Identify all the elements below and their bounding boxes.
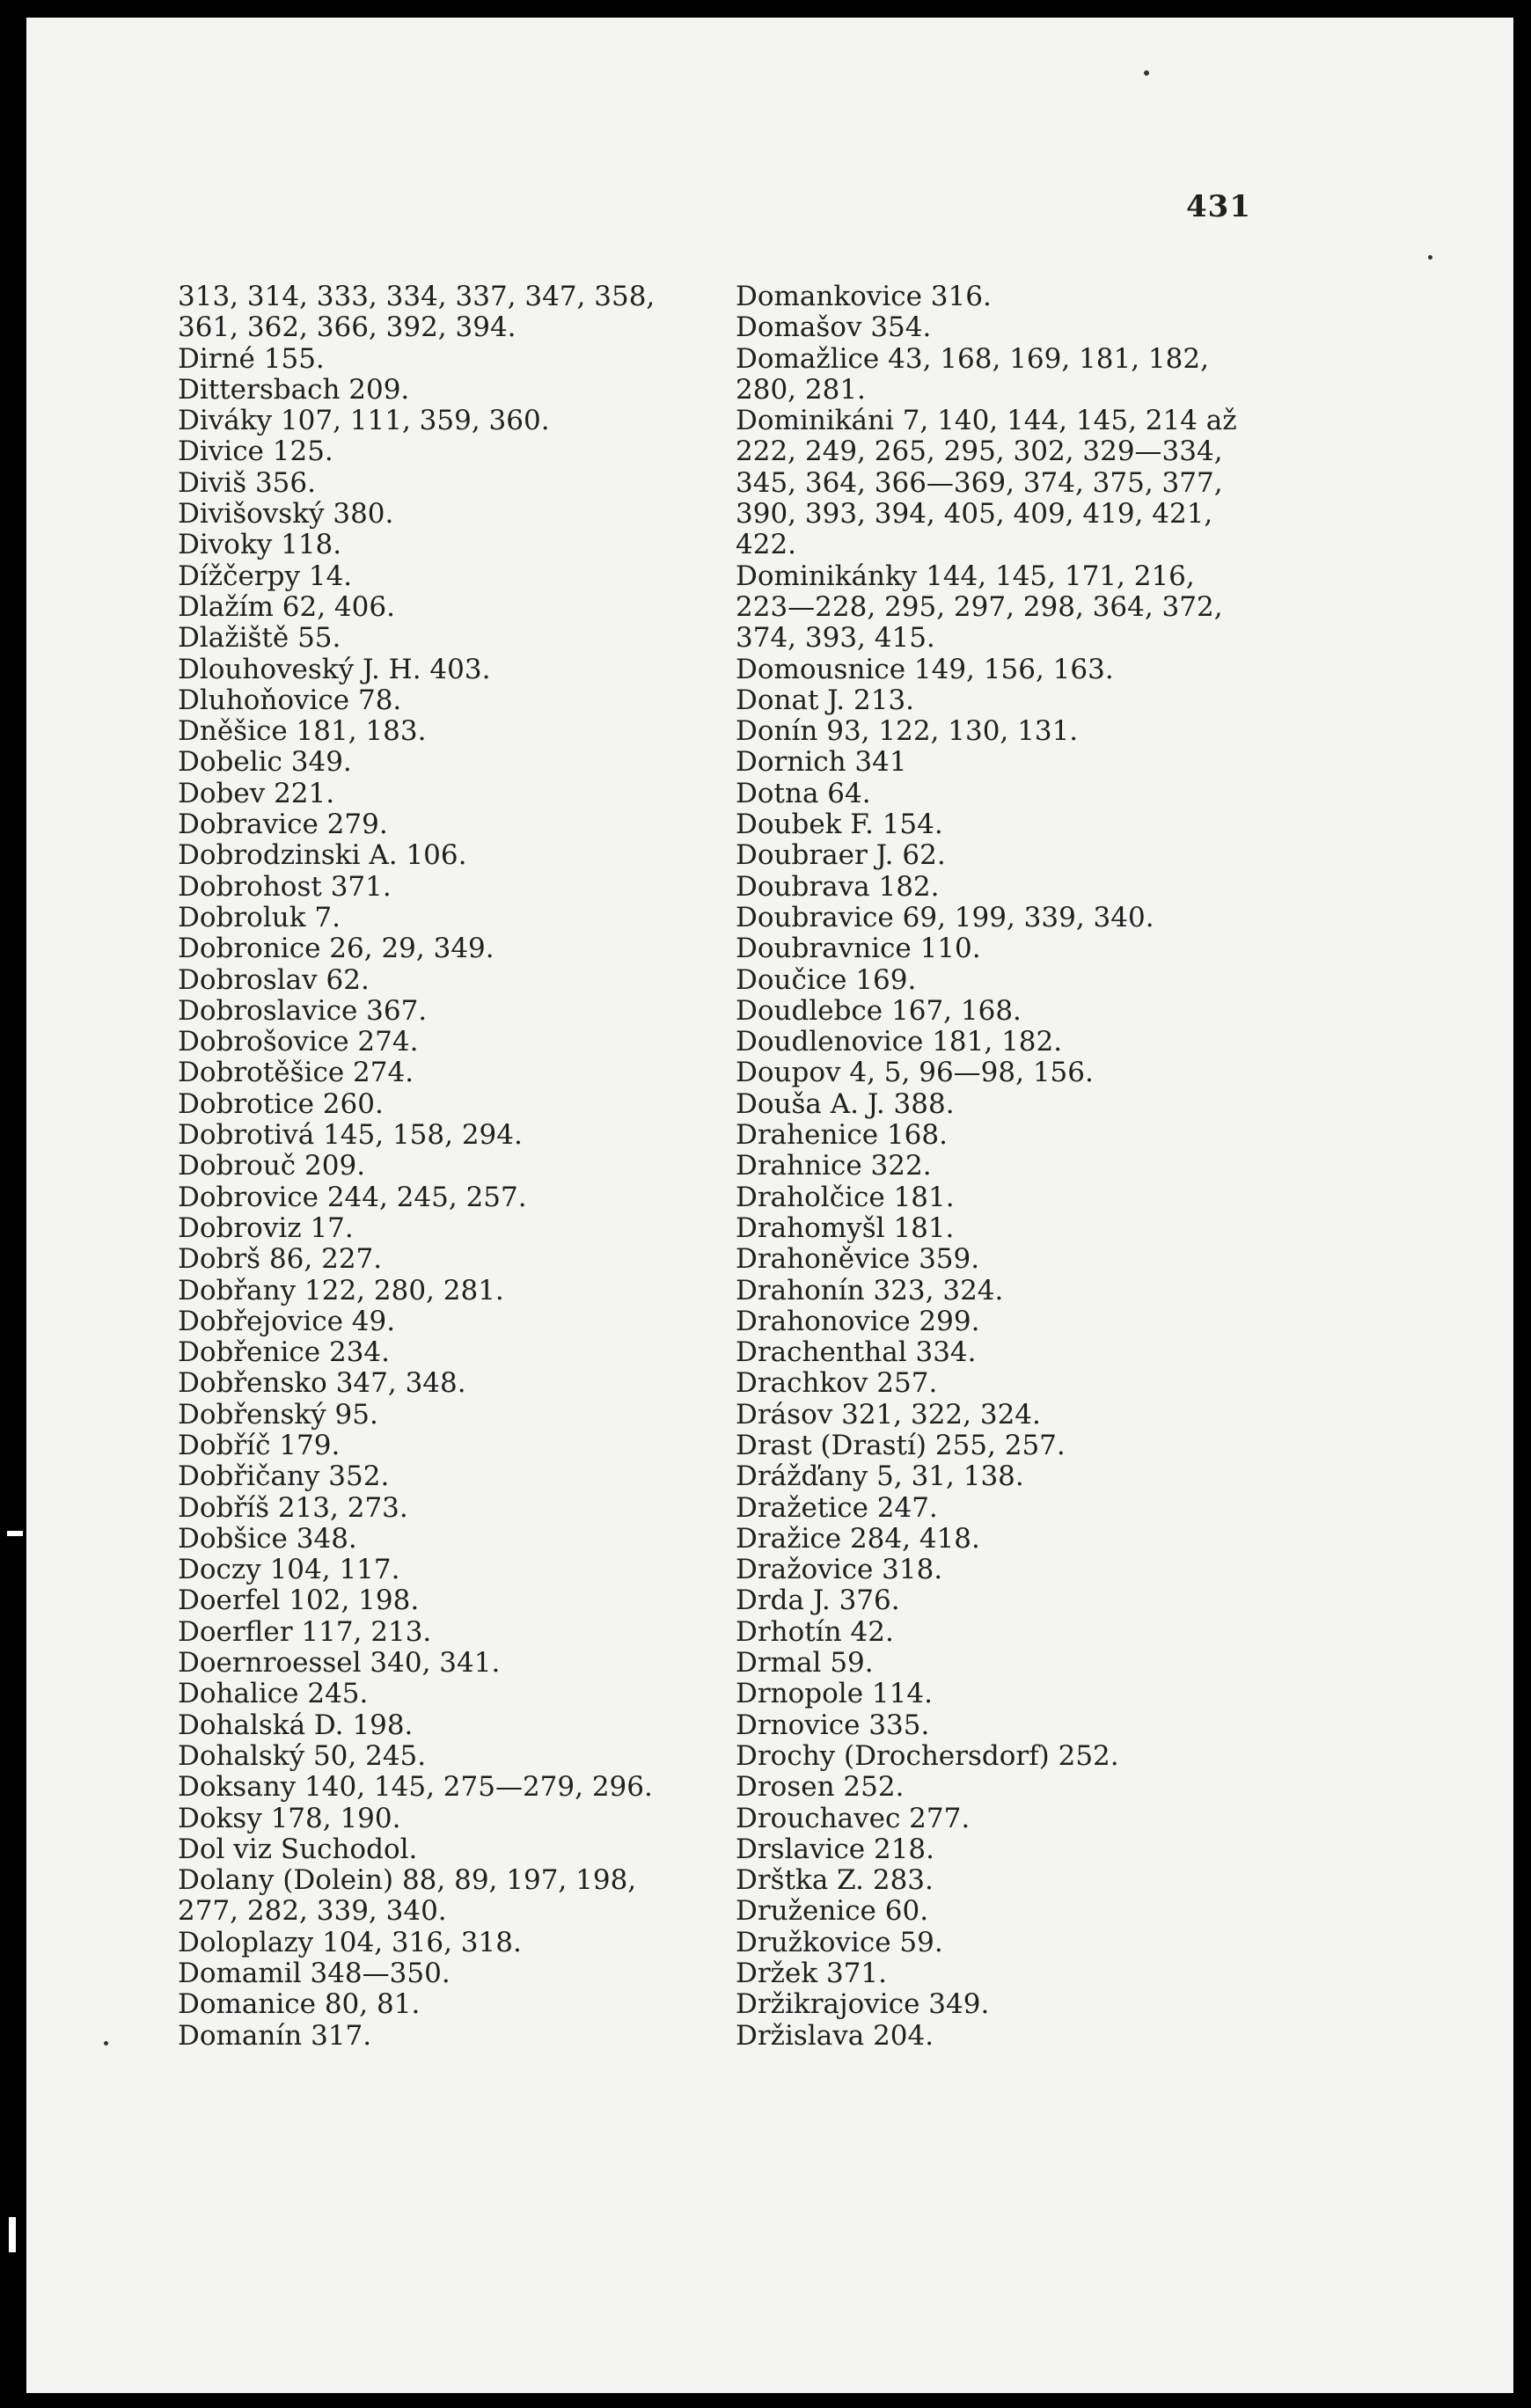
index-entry (736, 312, 1281, 343)
index-entry-line: Dornich 341 (736, 746, 907, 779)
index-entry (178, 1493, 741, 1524)
index-entry-line: Doernroessel 340, 341. (178, 1647, 501, 1680)
index-entry-line: Dobroslav 62. (178, 963, 370, 996)
index-entry-line: Drnovice 335. (736, 1709, 930, 1741)
index-entry-line: Drachkov 257. (736, 1367, 938, 1400)
index-entry-line: Držislava 204. (736, 2019, 934, 2052)
index-entry-line: Dobev 221. (178, 777, 335, 809)
index-entry-line: Doerfler 117, 213. (178, 1615, 432, 1648)
index-entry (178, 1741, 741, 1772)
index-entry-line: Dražovice 318. (736, 1554, 943, 1586)
index-entry-line: Dirné 155. (178, 342, 325, 375)
index-entry-line: Drštka Z. 283. (736, 1864, 934, 1897)
index-entry (178, 996, 741, 1027)
index-entry-line: 313, 314, 333, 334, 337, 347, 358, (178, 281, 656, 312)
index-entry (178, 903, 741, 933)
index-entry-continuation: 223—228, 295, 297, 298, 364, 372, (736, 590, 1223, 623)
index-entry (736, 1276, 1281, 1306)
index-entry (736, 1865, 1281, 1896)
index-entry (178, 1027, 741, 1058)
index-entry-line: Dobroviz 17. (178, 1211, 354, 1244)
index-entry-line: Dobrotice 260. (178, 1087, 384, 1120)
index-entry-line: Drast (Drastí) 255, 257. (736, 1429, 1066, 1461)
index-entry-line: Drahoněvice 359. (736, 1243, 980, 1276)
index-entry-line: Dobrotěšice 274. (178, 1057, 414, 1089)
index-entry-line: Dobřany 122, 280, 281. (178, 1274, 504, 1306)
index-entry-line: Dobrovice 244, 245, 257. (178, 1181, 527, 1213)
page-number: 431 (1186, 189, 1251, 224)
index-entry (736, 282, 1281, 312)
index-entry-line: Dobrotivá 145, 158, 294. (178, 1119, 523, 1152)
index-entry-line: Domousnice 149, 156, 163. (736, 653, 1114, 685)
index-entry (178, 1058, 741, 1088)
index-entry-line: Divišovský 380. (178, 498, 394, 531)
index-entry (178, 1337, 741, 1368)
index-entry (178, 499, 741, 530)
index-entry-continuation: 390, 393, 394, 405, 409, 419, 421, (736, 498, 1213, 531)
index-entry (736, 1555, 1281, 1585)
index-entry (178, 375, 741, 406)
index-entry-line: Donín 93, 122, 130, 131. (736, 715, 1079, 748)
index-entry (178, 872, 741, 903)
index-entry (736, 655, 1281, 685)
index-entry-line: Dlažím 62, 406. (178, 590, 395, 623)
index-entry (178, 1182, 741, 1213)
index-entry-line: Diviš 356. (178, 466, 316, 499)
index-entry-line: Dražetice 247. (736, 1491, 938, 1524)
index-entry (736, 1244, 1281, 1275)
index-entry (736, 779, 1281, 809)
index-entry (736, 1679, 1281, 1709)
index-entry (178, 1928, 741, 1958)
scan-speck (104, 2041, 108, 2046)
index-entry-continuation: 345, 364, 366—369, 374, 375, 377, (736, 466, 1223, 499)
index-entry-line: Dobšice 348. (178, 1522, 357, 1555)
index-entry (178, 1306, 741, 1337)
index-entry (178, 436, 741, 467)
index-entry-line: Domankovice 316. (736, 281, 992, 312)
index-entry (736, 1431, 1281, 1461)
index-entry (736, 996, 1281, 1027)
index-entry-line: Drochy (Drochersdorf) 252. (736, 1739, 1119, 1772)
index-entry-line: Drahonovice 299. (736, 1305, 980, 1337)
index-entry (736, 1710, 1281, 1741)
index-entry (178, 1958, 741, 1989)
index-entry-line: Drahomyšl 181. (736, 1211, 955, 1244)
index-entry-line: Doučice 169. (736, 963, 917, 996)
index-entry-line: Drahenice 168. (736, 1119, 948, 1152)
index-entry-line: Dobrošovice 274. (178, 1026, 419, 1058)
index-entry-line: Dittersbach 209. (178, 373, 410, 406)
index-entry (178, 1276, 741, 1306)
index-entry-line: Dohalice 245. (178, 1678, 369, 1710)
index-entry (178, 1804, 741, 1834)
index-entry-line: Dobrš 86, 227. (178, 1243, 383, 1276)
index-entry (736, 1400, 1281, 1431)
index-entry-line: Doerfel 102, 198. (178, 1585, 420, 1617)
index-entry-line: Doksany 140, 145, 275—279, 296. (178, 1771, 653, 1804)
index-entry-line: Diváky 107, 111, 359, 360. (178, 405, 550, 437)
index-entry-line: Doubrava 182. (736, 870, 940, 903)
index-entry-line: Dobřičany 352. (178, 1460, 390, 1493)
index-entry (178, 809, 741, 840)
index-entry (178, 1555, 741, 1585)
index-entry-line: Dolany (Dolein) 88, 89, 197, 198, (178, 1864, 637, 1897)
index-entry (178, 933, 741, 964)
index-entry (178, 1431, 741, 1461)
index-entry-line: Dobřenice 234. (178, 1336, 390, 1369)
index-entry-line: Domanín 317. (178, 2019, 372, 2052)
index-entry-line: Doczy 104, 117. (178, 1554, 400, 1586)
index-entry (736, 561, 1281, 655)
index-entry (178, 655, 741, 685)
index-entry (178, 1461, 741, 1492)
index-entry (178, 1524, 741, 1555)
index-entry-line: Doupov 4, 5, 96—98, 156. (736, 1057, 1094, 1089)
index-entry (178, 1400, 741, 1431)
index-entry (736, 1585, 1281, 1616)
index-entry (178, 623, 741, 654)
index-entry-line: Dobrodzinski A. 106. (178, 839, 467, 872)
index-entry-line: Doksy 178, 190. (178, 1802, 401, 1834)
index-entry (178, 685, 741, 716)
index-entry-line: Drahnice 322. (736, 1150, 932, 1182)
index-entry (736, 406, 1281, 560)
index-entry-line: Dobrohost 371. (178, 870, 392, 903)
index-entry (736, 1368, 1281, 1399)
index-entry (178, 1368, 741, 1399)
index-entry-line: Dobrouč 209. (178, 1150, 366, 1182)
index-entry (178, 1989, 741, 2020)
index-entry-line: Dobříš 213, 273. (178, 1491, 408, 1524)
index-entry (178, 1865, 741, 1928)
index-entry (736, 903, 1281, 933)
index-entry-line: Dobřenský 95. (178, 1398, 378, 1431)
index-entry-line: Drouchavec 277. (736, 1802, 971, 1834)
index-entry-line: Dohalská D. 198. (178, 1709, 414, 1741)
index-entry (178, 561, 741, 592)
index-entry-line: Domažlice 43, 168, 169, 181, 182, (736, 342, 1209, 375)
index-entry (178, 779, 741, 809)
index-entry (736, 809, 1281, 840)
index-entry (736, 716, 1281, 747)
index-entry (178, 406, 741, 436)
index-entry (736, 965, 1281, 996)
index-column-right (736, 282, 1281, 2052)
index-entry-line: Doubravice 69, 199, 339, 340. (736, 901, 1154, 933)
index-entry-line: Domanice 80, 81. (178, 1988, 421, 2021)
index-entry (178, 965, 741, 996)
index-entry-continuation: 374, 393, 415. (736, 622, 935, 655)
index-entry-continuation: 422. (736, 529, 797, 561)
index-entry (736, 344, 1281, 406)
scan-edge-mark (7, 1531, 23, 1536)
index-entry (736, 1058, 1281, 1088)
index-entry-line: Dražice 284, 418. (736, 1522, 980, 1555)
index-entry-line: Drosen 252. (736, 1771, 905, 1804)
index-entry (736, 1896, 1281, 1927)
index-entry-line: Drmal 59. (736, 1647, 874, 1680)
index-entry (736, 1524, 1281, 1555)
index-entry-line: Divoky 118. (178, 529, 342, 561)
index-entry (178, 282, 741, 344)
index-entry (178, 1089, 741, 1120)
index-entry-line: Dominikánky 144, 145, 171, 216, (736, 560, 1195, 592)
index-entry (736, 1772, 1281, 1803)
index-entry-line: Dluhoňovice 78. (178, 684, 402, 716)
index-entry-line: Dobroluk 7. (178, 901, 341, 933)
index-entry-line: Dobravice 279. (178, 809, 388, 841)
index-entry-line: Dobronice 26, 29, 349. (178, 933, 494, 965)
index-entry (178, 592, 741, 623)
index-entry-line: Draholčice 181. (736, 1181, 955, 1213)
index-entry-line: Dobřensko 347, 348. (178, 1367, 466, 1400)
index-entry-line: Domamil 348—350. (178, 1958, 451, 1990)
index-entry-line: Dotna 64. (736, 777, 871, 809)
index-entry-line: Drážďany 5, 31, 138. (736, 1460, 1024, 1493)
index-entry (736, 2021, 1281, 2052)
index-entry (736, 1182, 1281, 1213)
index-entry (178, 1710, 741, 1741)
index-entry-line: Drahonín 323, 324. (736, 1274, 1004, 1306)
index-entry (178, 1772, 741, 1803)
index-entry-line: Dol viz Suchodol. (178, 1833, 418, 1865)
index-entry (178, 1585, 741, 1616)
index-entry-line: Drásov 321, 322, 324. (736, 1398, 1041, 1431)
index-entry (178, 747, 741, 778)
index-entry-continuation: 222, 249, 265, 295, 302, 329—334, (736, 435, 1223, 468)
index-entry-continuation: 361, 362, 366, 392, 394. (178, 311, 516, 344)
index-entry-line: Drhotín 42. (736, 1615, 894, 1648)
index-entry (736, 1928, 1281, 1958)
index-entry-line: Dněšice 181, 183. (178, 715, 427, 748)
index-entry-line: Doubraer J. 62. (736, 839, 946, 872)
index-entry (178, 1834, 741, 1865)
index-entry-line: Divice 125. (178, 435, 333, 468)
index-entry (178, 1151, 741, 1182)
index-entry (736, 1834, 1281, 1865)
index-entry (178, 2021, 741, 2052)
index-entry (736, 1306, 1281, 1337)
index-entry-line: Držikrajovice 349. (736, 1988, 990, 2021)
index-entry (736, 1027, 1281, 1058)
scan-edge-mark (9, 2217, 16, 2252)
index-entry (178, 1120, 741, 1151)
index-entry (178, 1648, 741, 1679)
index-entry (736, 1151, 1281, 1182)
index-entry (178, 840, 741, 871)
index-entry-line: Doubravnice 110. (736, 933, 981, 965)
index-entry (736, 747, 1281, 778)
index-entry-line: Doudlenovice 181, 182. (736, 1026, 1063, 1058)
index-entry-line: Dobříč 179. (178, 1429, 341, 1461)
index-entry-line: Držek 371. (736, 1958, 888, 1990)
index-entry (736, 1648, 1281, 1679)
index-entry-line: Dominikáni 7, 140, 144, 145, 214 až (736, 405, 1237, 437)
index-entry-line: Domašov 354. (736, 311, 932, 344)
index-entry (178, 1244, 741, 1275)
index-entry (736, 1461, 1281, 1492)
index-entry-line: Doloplazy 104, 316, 318. (178, 1926, 522, 1958)
index-entry-line: Doudlebce 167, 168. (736, 994, 1022, 1027)
index-entry-line: Drslavice 218. (736, 1833, 934, 1865)
index-entry (736, 1617, 1281, 1648)
index-entry-continuation: 277, 282, 339, 340. (178, 1895, 447, 1928)
index-entry (178, 344, 741, 375)
index-entry-line: Drda J. 376. (736, 1585, 900, 1617)
index-entry (736, 685, 1281, 716)
index-entry (736, 1089, 1281, 1120)
index-entry (736, 1337, 1281, 1368)
index-entry (736, 1120, 1281, 1151)
index-entry (736, 1989, 1281, 2020)
index-entry-continuation: 280, 281. (736, 373, 866, 406)
index-entry (178, 1213, 741, 1244)
index-entry (736, 840, 1281, 871)
index-entry-line: Družkovice 59. (736, 1926, 943, 1958)
index-entry-line: Dobřejovice 49. (178, 1305, 396, 1337)
index-entry-line: Dlouhoveský J. H. 403. (178, 653, 491, 685)
index-entry-line: Drnopole 114. (736, 1678, 933, 1710)
index-entry (178, 1617, 741, 1648)
index-entry-line: Donat J. 213. (736, 684, 915, 716)
index-entry-line: Dížčerpy 14. (178, 560, 353, 592)
index-entry-line: Doubek F. 154. (736, 809, 943, 841)
index-column-left (178, 282, 741, 2052)
index-entry-line: Dobelic 349. (178, 746, 352, 779)
index-entry-line: Druženice 60. (736, 1895, 929, 1928)
index-entry (736, 933, 1281, 964)
index-entry-line: Dohalský 50, 245. (178, 1739, 427, 1772)
index-entry (736, 1493, 1281, 1524)
index-page (26, 18, 1513, 2393)
index-entry (736, 1741, 1281, 1772)
index-entry (178, 1679, 741, 1709)
index-entry (736, 1213, 1281, 1244)
index-entry-line: Douša A. J. 388. (736, 1087, 955, 1120)
scan-speck (1428, 255, 1432, 260)
scan-speck (1144, 70, 1149, 76)
index-entry (736, 1958, 1281, 1989)
index-entry (178, 468, 741, 499)
index-entry (178, 530, 741, 560)
index-entry (736, 872, 1281, 903)
index-entry-line: Dobroslavice 367. (178, 994, 428, 1027)
index-entry (736, 1804, 1281, 1834)
index-entry-line: Drachenthal 334. (736, 1336, 977, 1369)
index-entry (178, 716, 741, 747)
index-entry-line: Dlažiště 55. (178, 622, 341, 655)
